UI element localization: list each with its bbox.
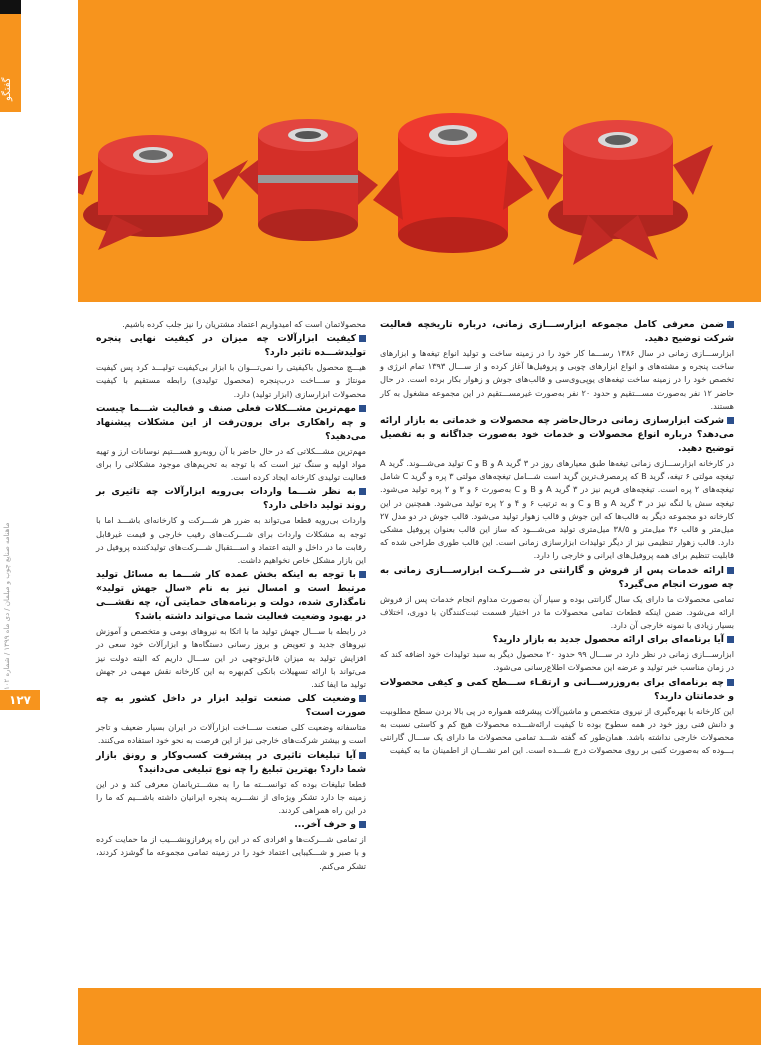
answer-9: در رابطه با ســـال جهش تولید ما با اتکا به نیروهای بومی و متخصص و آموزش نیروهای جدید و تعویض و بروز رسانی دستگاه‌ها و ابزارآلات خود سعی در افزایش تولید به میزان قابل‌توجهی در این ســـال داریم که البته دولت نیز می‌تواند با ارائه تسهیلات بانکی کم‌بهره به این کارخانه نقش مهمی در جهش تولید ما ایفا کند. <box>96 626 366 690</box>
answer-5: این کارخانه با بهره‌گیری از نیروی متخصص و ماشین‌آلات پیشرفته همواره در پی بالا بردن سطح مطلوبیت و دانش فنی روز خود در همه سطوح بوده تا کیفیت ارائه‌شـــده محصولات هیچ کم و کاستی نسبت به محصولات خارجی نداشته باشد. همان‌طور که گفته شـــد تمامی محصولات ما دارای یک ســـال گارانتی بـــوده که به‌صورت کتبی بر روی محصولات درج شـــده است. این امر نشـــان از اطمینان ما به کیفیت <box>380 705 734 756</box>
question-8: به نظر شـــما واردات بی‌رویه ابزارآلات چه تاثیری بر روند تولید داخلی دارد؟ <box>96 486 366 512</box>
bullet-icon <box>727 417 734 424</box>
bullet-icon <box>359 821 366 828</box>
question-9: با توجه به اینکه بخش عمده کار شـــما به مسائل تولید مرتبط است و امسال نیز به نام «سال جهش تولید» نامگذاری شده، دولت و برنامه‌های حمایتی آن، چه نقشـــی در بهبود وضعیت فعالیت شما می‌تواند داشته باشد؟ <box>96 569 366 623</box>
sidebar <box>0 0 31 1045</box>
question-7: مهم‌ترین مشـــکلات فعلی صنف و فعالیت شـــما چیست و چه راهکاری برای برون‌رفت از این مشکلات پیشنهاد می‌دهید؟ <box>96 402 366 442</box>
cutter-4 <box>523 120 713 265</box>
question-10: وضعیت کلی صنعت تولید ابزار در داخل کشور به چه صورت است؟ <box>96 693 366 719</box>
section-tab-label: گفتگو <box>2 77 13 101</box>
issue-line: ماهنامه صنایع چوب و مبلمان / دی ماه ۱۳۹۹ / شماره ۱۰۲ <box>3 522 11 690</box>
cutter-blades-illustration <box>78 0 761 302</box>
question-11: آیا تبلیغات تاثیری در پیشرفت کسب‌وکار و رونق بازار شما دارد؟ بهترین تبلیغ را چه نوع تبلیغی می‌دانید؟ <box>96 749 366 775</box>
answer-2: در کارخانه ابزارســـازی زمانی تیغه‌ها طبق معیارهای روز در ۳ گرید A و B و C تولید می‌شـــوند. گرید A تیغچه مولتی ۶ تیغه، گرید B که پرمصرف‌ترین گرید است شـــامل تیغچه‌های مولتی ۳ پره و گرید C شامل تیغچه‌های ۲ پره است. تیغچه‌های فریم نیز در ۳ گرید A و B و C به‌صورت ۶ و ۳ و ۲ پره تولید می‌شود. تیغچه سش یا لنگه نیز در ۳ گرید A و B و C و به ترتیب ۶ و ۴ و ۲ پره تولید می‌شود. همچنین در این کارخانه دو مجموعه دیگر به قالب‌ها که این جوش و قالب زهوار تولید می‌شود. قالب جوش در دو مدل ۲۷ میل‌متر و قالب ۳۶ میل‌متر و ۳۸/۵ میل‌متری تولید می‌شـــود که ساز این قالب بعنوان پروفیل مشکی دارد. قالب زهوار تنظیمی نیز از دیگر تولیدات ابزارسازی زمانی است. این قالب طوری طراحی شده که قابلیت تنظیم برای همه پروفیل‌های ایرانی و خارجی را دارد. <box>380 458 734 561</box>
answer-3: تمامی محصولات ما دارای یک سال گارانتی بوده و سیار آن به‌صورت مداوم انجام خدمات پس از فروش ارائه می‌شود. ضمن اینکه قطعات تمامی محصولات ما در اختیار قسمت ثبت‌کنندگان با دوری، اختلاف بسیار زیادی با نمونه خارجی آن دارد. <box>380 593 734 631</box>
answer-11: قطعا تبلیغات بوده که توانســـته ما را به مشـــتریانمان معرفی کند و در این زمینه جا دارد تشکر ویژه‌ای از نشـــریه پنجره ایرانیان داشته باشـــیم که ما را در این راه همراهی کردند. <box>96 778 366 816</box>
bullet-icon <box>727 321 734 328</box>
answer-7: مهم‌ترین مشـــکلاتی که در حال حاضر با آن روبه‌رو هســـتیم نوسانات ارز و تهیه مواد اولیه و سنگ تیز است که با توجه به تحریم‌های موجود مشکلاتی را برای فعالیت تولیدی کارخانه ایجاد کرده است. <box>96 445 366 483</box>
bullet-icon <box>359 571 366 578</box>
bullet-icon <box>359 695 366 702</box>
bullet-icon <box>359 752 366 759</box>
answer-10: متاسفانه وضعیت کلی صنعت ســـاخت ابزارآلات در ایران بسیار ضعیف و تاجر است و بیشتر شرکت‌های خارجی نیز از این فرصت به نحو خود استفاده می‌کنند. <box>96 722 366 746</box>
article-column-left <box>96 318 366 985</box>
answer-8: واردات بی‌رویه قطعا می‌تواند به ضرر هر شـــرکت و کارخانه‌ای باشـــد اما با توجه به مشکلات واردات برای شـــرکت‌های رقیب خارجی و قیمت غیرقابل رقابت ما در داخل و البته اعتماد و اســـتقبال شـــرکت‌های تولیدکننده پروفیل در این بازار مشکل خاص نخواهیم داشت. <box>96 515 366 566</box>
article-column-right <box>380 318 734 985</box>
cutter-2 <box>238 119 378 241</box>
bullet-icon <box>359 335 366 342</box>
bullet-icon <box>359 488 366 495</box>
question-2: شرکت ابزارسازی زمانی درحال‌حاضر چه محصولات و خدماتی به بازار ارائه می‌دهد؟ درباره انواع محصولات و خدمات خود به‌صورت جداگانه و به تفصیل توضیح دهید. <box>380 415 734 455</box>
question-3: ارائه خدمات پس از فروش و گارانتی در شـــرکـت ابزارســـازی زمانی به چه صورت انجام می‌گیرد؟ <box>380 564 734 590</box>
question-6: کیفیت ابزارآلات چه میزان در کیفیت نهایی پنجره تولیدشـــده تاثیر دارد؟ <box>96 333 366 359</box>
cutter-3 <box>373 113 533 253</box>
answer-1: ابزارســـازی زمانی در سال ۱۳۸۶ رســـما کار خود را در زمینه ساخت و تولید انواع تیغه‌ها و ابزارهای ساخت پنجره و مشته‌های و انواع ابزارهای چوبی و پروفیل‌ها آغاز کرده و از ســـال ۱۳۹۳ تمام انرژی و تخصص خود را در زمینه ساخت تیغه‌های یوپی‌وی‌سی و قالب‌های جوش و زهوار بکار برده است. در حال حاضر ۱۲ نفر به‌صورت مســـتقیم و حدود ۲۰ نفر به‌صورت غیرمســـتقیم در این مجموعه مشغول به کار هستند. <box>380 348 734 411</box>
question-1: ضمن معرفی کامل مجموعه ابزارســـازی زمانی، درباره تاریخچه فعالیت شرکت توضیح دهید. <box>380 319 734 344</box>
tab-marker <box>0 0 21 14</box>
footer-band <box>78 988 761 1045</box>
bullet-icon <box>727 636 734 643</box>
question-12: و حرف آخر... <box>96 818 366 832</box>
answer-6: هیـــچ محصول باکیفیتی را نمی‌تـــوان با ابزار بی‌کیفیت تولیـــد کرد پس کیفیت مونتاژ و ســـاخت درب‌پنجره (محصول تولیدی) رابطه مستقیم با کیفیت محصولات ابزارسازی (ابزار تولید) دارد. <box>96 362 366 399</box>
bullet-icon <box>359 405 366 412</box>
bullet-icon <box>727 567 734 574</box>
answer-12: از تمامی شـــرکت‌ها و افرادی که در این راه پرفرازونشـــیب از ما حمایت کرده و با صبر و شـــکیبایی اعتماد خود را در زمینه تمامی مجموعه ما گوشزد کردند، تشکر می‌کنم. <box>96 834 366 871</box>
answer-4: ابزارســـازی زمانی در نظر دارد در ســـال ۹۹ حدود ۲۰ محصول دیگر به سبد تولیدات خود اضافه کند که در زمان مناسب خبر تولید و عرضه این محصولات اطلاع‌رسانی می‌شود. <box>380 649 734 673</box>
question-4: آیا برنامه‌ای برای ارائه محصول جدید به بازار دارید؟ <box>380 633 734 647</box>
answer-5-continued: محصولاتمان است که امیدواریم اعتماد مشتریان را نیز جلب کرده باشیم. <box>122 319 366 329</box>
question-5: چه برنامه‌ای برای به‌روزرســـانی و ارتقـاء ســـطح کمی و کیفی محصولات و خدماتتان دارید؟ <box>380 676 734 702</box>
cutter-1 <box>78 135 248 250</box>
page-number: ۱۲۷ <box>0 690 40 710</box>
bullet-icon <box>727 679 734 686</box>
section-tab <box>0 14 21 112</box>
hero-image <box>78 0 761 302</box>
